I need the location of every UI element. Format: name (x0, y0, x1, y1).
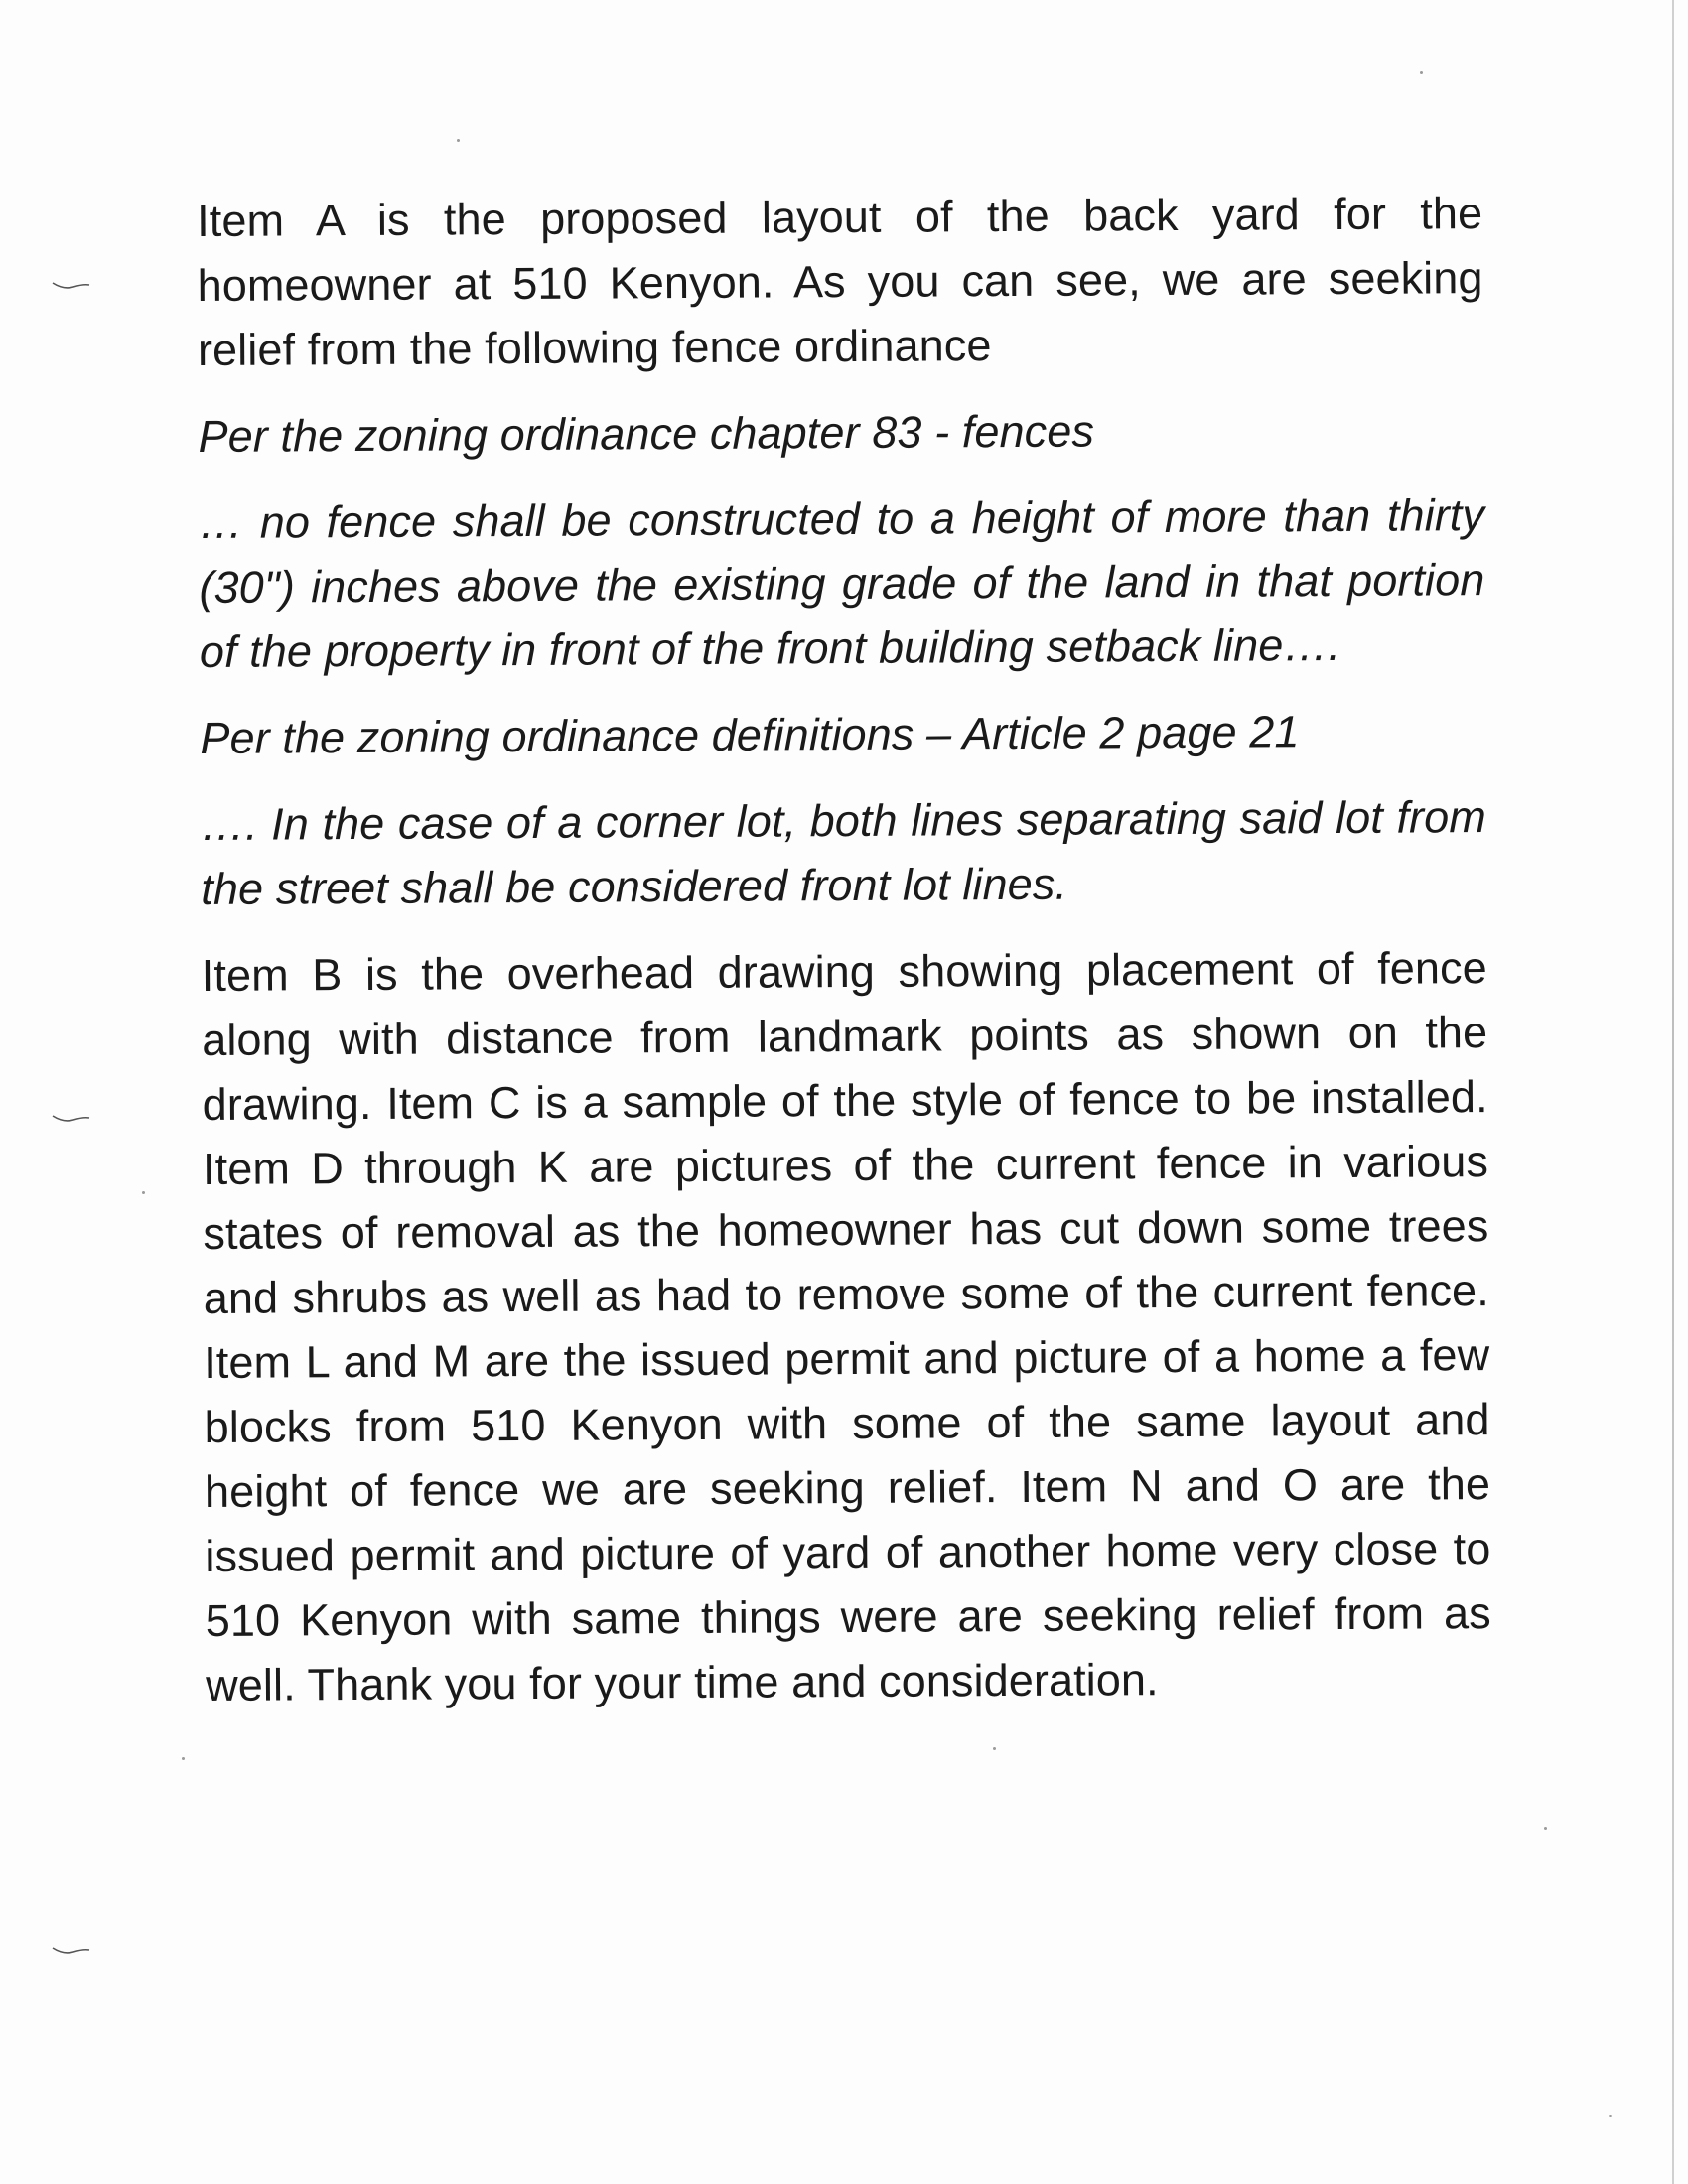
punch-hole-mark (52, 1946, 91, 1956)
scan-speck (457, 139, 460, 142)
scan-speck (1544, 1827, 1547, 1830)
intro-paragraph: Item A is the proposed layout of the back yard for the homeowner at 510 Kenyon. As you can see, we are seeking relief from the following fence ordinance (197, 188, 1483, 375)
ordinance-reference-heading: Per the zoning ordinance chapter 83 - fences (198, 405, 1095, 462)
definitions-reference-heading: Per the zoning ordinance definitions – Article 2 page 21 (200, 706, 1300, 763)
scan-speck (1609, 2115, 1612, 2117)
page-edge-shadow (1672, 0, 1674, 2184)
punch-hole-mark (52, 281, 91, 291)
scan-speck (993, 1747, 996, 1750)
scan-speck (182, 1757, 185, 1760)
scan-speck (142, 1191, 145, 1194)
scan-speck (1420, 71, 1423, 74)
items-description-paragraph: Item B is the overhead drawing showing placement of fence along with distance from landmark points as shown on the drawing. Item C is a sample of the style of fence to be installed. Item D through K are pictures of the current fence in various states of removal as the homeowner has cut down some trees and shrubs as well as had to remove some of the current fence. Item L and M are the issued permit and picture of a home a few blocks from 510 Kenyon with some of the same layout and height of fence we are seeking relief. Item N and O are the issued permit and picture of yard of another home very close to 510 Kenyon with same things were are seeking relief from as well. Thank you for your time and consideration. (201, 942, 1491, 1710)
definitions-quote: …. In the case of a corner lot, both lines separating said lot from the street shall be considered front lot lines. (200, 791, 1487, 914)
punch-hole-mark (52, 1114, 91, 1124)
letter-body (197, 181, 1492, 1741)
ordinance-quote: … no fence shall be constructed to a height of more than thirty (30") inches above the existing grade of the land in that portion of the property in front of the front building setback line…. (198, 489, 1485, 677)
